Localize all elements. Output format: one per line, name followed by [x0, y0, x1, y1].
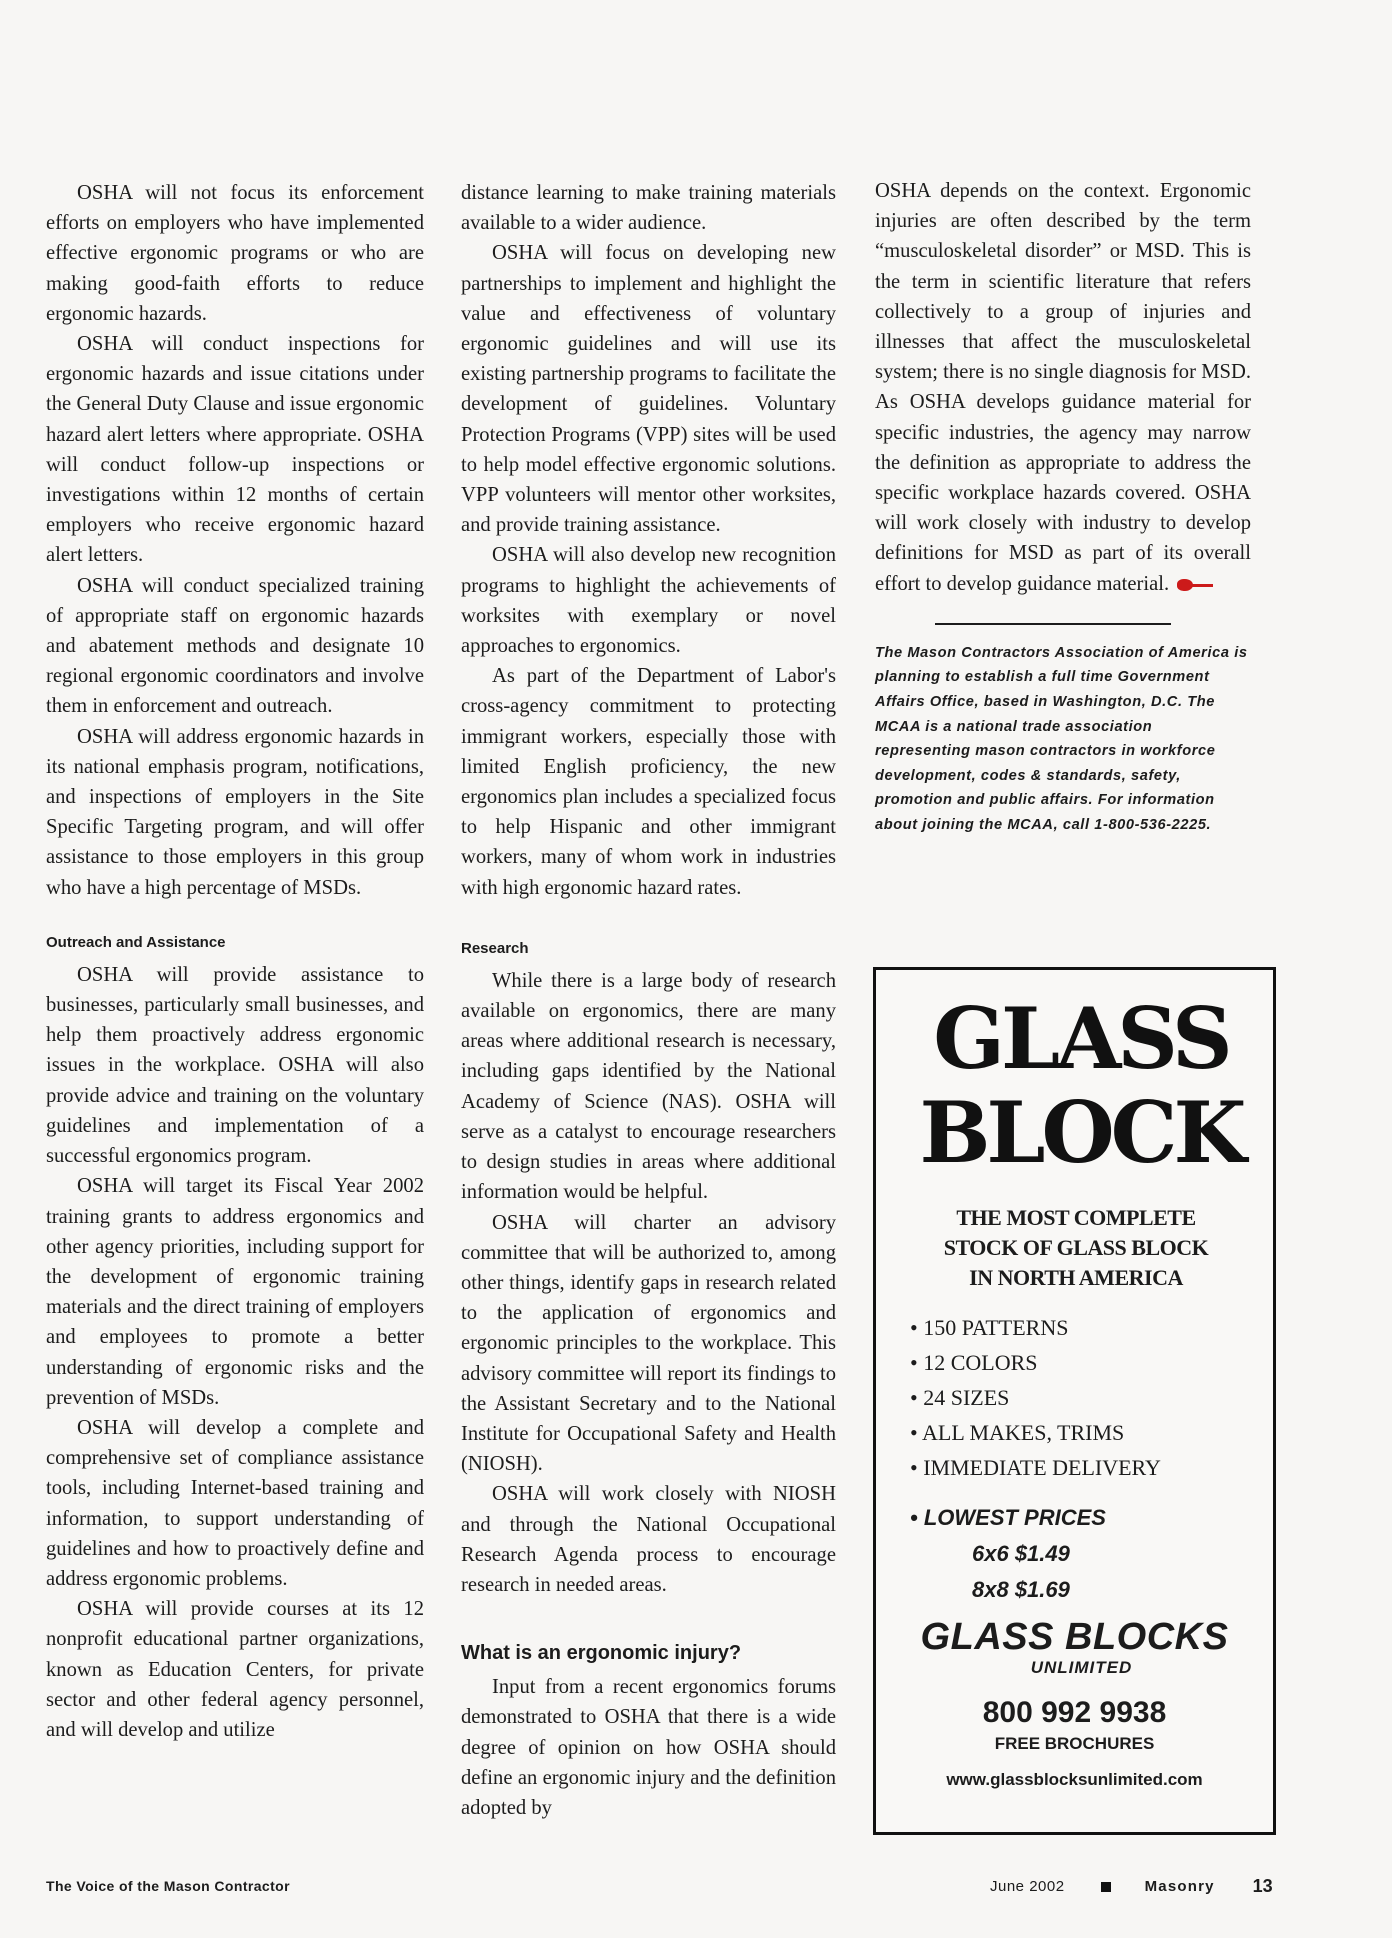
ad-feature-item: • 150 PATTERNS: [910, 1310, 1161, 1345]
ad-contact: [876, 1695, 1273, 1791]
paragraph: Input from a recent ergonomics forums demonstrated to OSHA that there is a wide degree of opinion on how OSHA should define an ergonomic injury and the definition adopted by: [461, 1676, 836, 1819]
ad-brand: [876, 1616, 1273, 1678]
ad-phone: 800 992 9938: [982, 1696, 1167, 1729]
article-column-3: [875, 176, 1251, 838]
section-heading-research: Research: [461, 939, 529, 957]
article-column-1: [46, 178, 424, 1745]
section-heading-ergonomic-injury: What is an ergonomic injury?: [461, 1642, 742, 1665]
page-number: 13: [1252, 1876, 1273, 1896]
ad-tagline-line: IN NORTH AMERICA: [969, 1265, 1183, 1290]
paragraph: OSHA depends on the context. Ergonomic injuries are often described by the term “musculoskeletal disorder” or MSD. This is the term in scientific literature that refers collectively to a group of injuries and illnesses that affect the musculoskeletal system; there is no single diagnosis for MSD. As OSHA develops guidance material for specific industries, the agency may narrow the definition as appropriate to address the specific workplace hazards covered. OSHA will work closely with industry to develop definitions for MSD as part of its overall effort to develop guidance material.: [875, 180, 1251, 595]
paragraph: OSHA will also develop new recognition programs to highlight the achievements of worksites with exemplary or novel approaches to ergonomics.: [461, 544, 836, 658]
ad-brand-subtitle: UNLIMITED: [1030, 1658, 1133, 1677]
ad-feature-list: [910, 1310, 1161, 1485]
ad-title: [916, 989, 1246, 1182]
paragraph: OSHA will conduct inspections for ergonomic hazards and issue citations under the General Duty Clause and issue ergonomic hazard alert letters where appropriate. OSHA will conduct follow-up inspections or investigations within 12 months of certain employers who receive ergonomic hazard alert letters.: [46, 333, 424, 567]
association-note: The Mason Contractors Association of America is planning to establish a full time Government Affairs Office, based in Washington, D.C. The MCAA is a national trade association representing mason contractors in workforce development, codes & standards, safety, promotion and public affairs. For information about joining the MCAA, call 1-800-536-2225.: [875, 644, 1248, 833]
paragraph: OSHA will provide courses at its 12 nonprofit educational partner organizations, known as Education Centers, for private sector and other federal agency personnel, and will develop and utilize: [46, 1598, 424, 1741]
ad-price: 8x8 $1.69: [972, 1577, 1070, 1602]
ad-website: www.glassblocksunlimited.com: [946, 1770, 1203, 1789]
ad-feature-item: • 12 COLORS: [910, 1345, 1161, 1380]
paragraph: OSHA will focus on developing new partnerships to implement and highlight the value and effectiveness of voluntary ergonomic guidelines and will use its existing partnership programs to facilitate the development of guidelines. Voluntary Protection Programs (VPP) sites will be used to help model effective ergonomic solutions. VPP volunteers will mentor other worksites, and provide training assistance.: [461, 242, 836, 537]
ad-brand-name: GLASS BLOCKS: [920, 1616, 1229, 1658]
paragraph: distance learning to make training materials available to a wider audience.: [461, 182, 836, 235]
paragraph: OSHA will target its Fiscal Year 2002 training grants to address ergonomics and other agency priorities, including support for the development of ergonomic training materials and the direct training of employers and employees to promote a better understanding of ergonomic risks and the prevention of MSDs.: [46, 1175, 424, 1409]
ad-tagline: [896, 1203, 1256, 1293]
ad-brochures: FREE BROCHURES: [994, 1734, 1155, 1753]
article-column-2: [461, 178, 836, 1823]
divider: [935, 623, 1171, 625]
paragraph: OSHA will address ergonomic hazards in its national emphasis program, notifications, and inspections of employers in the Site Specific Targeting program, and will offer assistance to those employers in this group who have a high percentage of MSDs.: [46, 725, 424, 899]
paragraph: OSHA will charter an advisory committee that will be authorized to, among other things, identify gaps in research related to the application of ergonomics and ergonomic principles to the workplace. This advisory committee will report its findings to the Assistant Secretary and to the National Institute for Occupational Safety and Health (NIOSH).: [461, 1211, 836, 1476]
ad-tagline-line: STOCK OF GLASS BLOCK: [943, 1235, 1209, 1260]
ad-feature-item: • IMMEDIATE DELIVERY: [910, 1450, 1161, 1485]
ad-price: 6x6 $1.49: [972, 1541, 1070, 1566]
paragraph: OSHA will conduct specialized training of appropriate staff on ergonomic hazards and abatement methods and designate 10 regional ergonomic coordinators and involve them in enforcement and outreach.: [46, 574, 424, 718]
publication-name: Masonry: [1144, 1878, 1215, 1895]
footer-folio: [990, 1876, 1273, 1897]
end-of-article-icon: [1177, 576, 1223, 594]
ad-feature-item: • ALL MAKES, TRIMS: [910, 1415, 1161, 1450]
footer-tagline: The Voice of the Mason Contractor: [46, 1878, 290, 1894]
ad-feature-item: • 24 SIZES: [910, 1380, 1161, 1415]
issue-date: June 2002: [990, 1878, 1065, 1895]
paragraph: OSHA will work closely with NIOSH and through the National Occupational Research Agenda process to encourage research in needed areas.: [461, 1483, 836, 1596]
paragraph: As part of the Department of Labor's cross-agency commitment to protecting immigrant workers, especially those with limited English proficiency, the new ergonomics plan includes a specialized focus to help Hispanic and other immigrant workers, many of whom work in industries with high ergonomic hazard rates.: [461, 665, 836, 899]
ad-prices: [910, 1500, 1106, 1608]
paragraph: OSHA will develop a complete and comprehensive set of compliance assistance tools, including Internet-based training and information, to support understanding of guidelines and how to proactively define and address ergonomic problems.: [46, 1416, 424, 1590]
ad-title-line: GLASS: [933, 989, 1229, 1088]
paragraph: OSHA will not focus its enforcement efforts on employers who have implemented effective ergonomic programs or who are making good-faith efforts to reduce ergonomic hazards.: [46, 182, 424, 325]
ad-title-line: BLOCK: [919, 1083, 1243, 1182]
section-heading-outreach: Outreach and Assistance: [46, 933, 226, 951]
paragraph: OSHA will provide assistance to businesses, particularly small businesses, and help them proactively address ergonomic issues in the workplace. OSHA will also provide advice and training on the voluntary guidelines and implementation of a successful ergonomics program.: [46, 963, 424, 1168]
glass-block-advertisement: [873, 967, 1276, 1835]
ad-tagline-line: THE MOST COMPLETE: [956, 1205, 1196, 1230]
square-bullet-icon: [1101, 1882, 1111, 1892]
paragraph: While there is a large body of research available on ergonomics, there are many areas where additional research is necessary, including gaps identified by the National Academy of Science (NAS). OSHA will serve as a catalyst to encourage researchers to design studies in areas where additional information would be helpful.: [461, 969, 836, 1204]
ad-prices-label: • LOWEST PRICES: [910, 1500, 1106, 1536]
paragraph-with-end-mark: [875, 176, 1251, 599]
